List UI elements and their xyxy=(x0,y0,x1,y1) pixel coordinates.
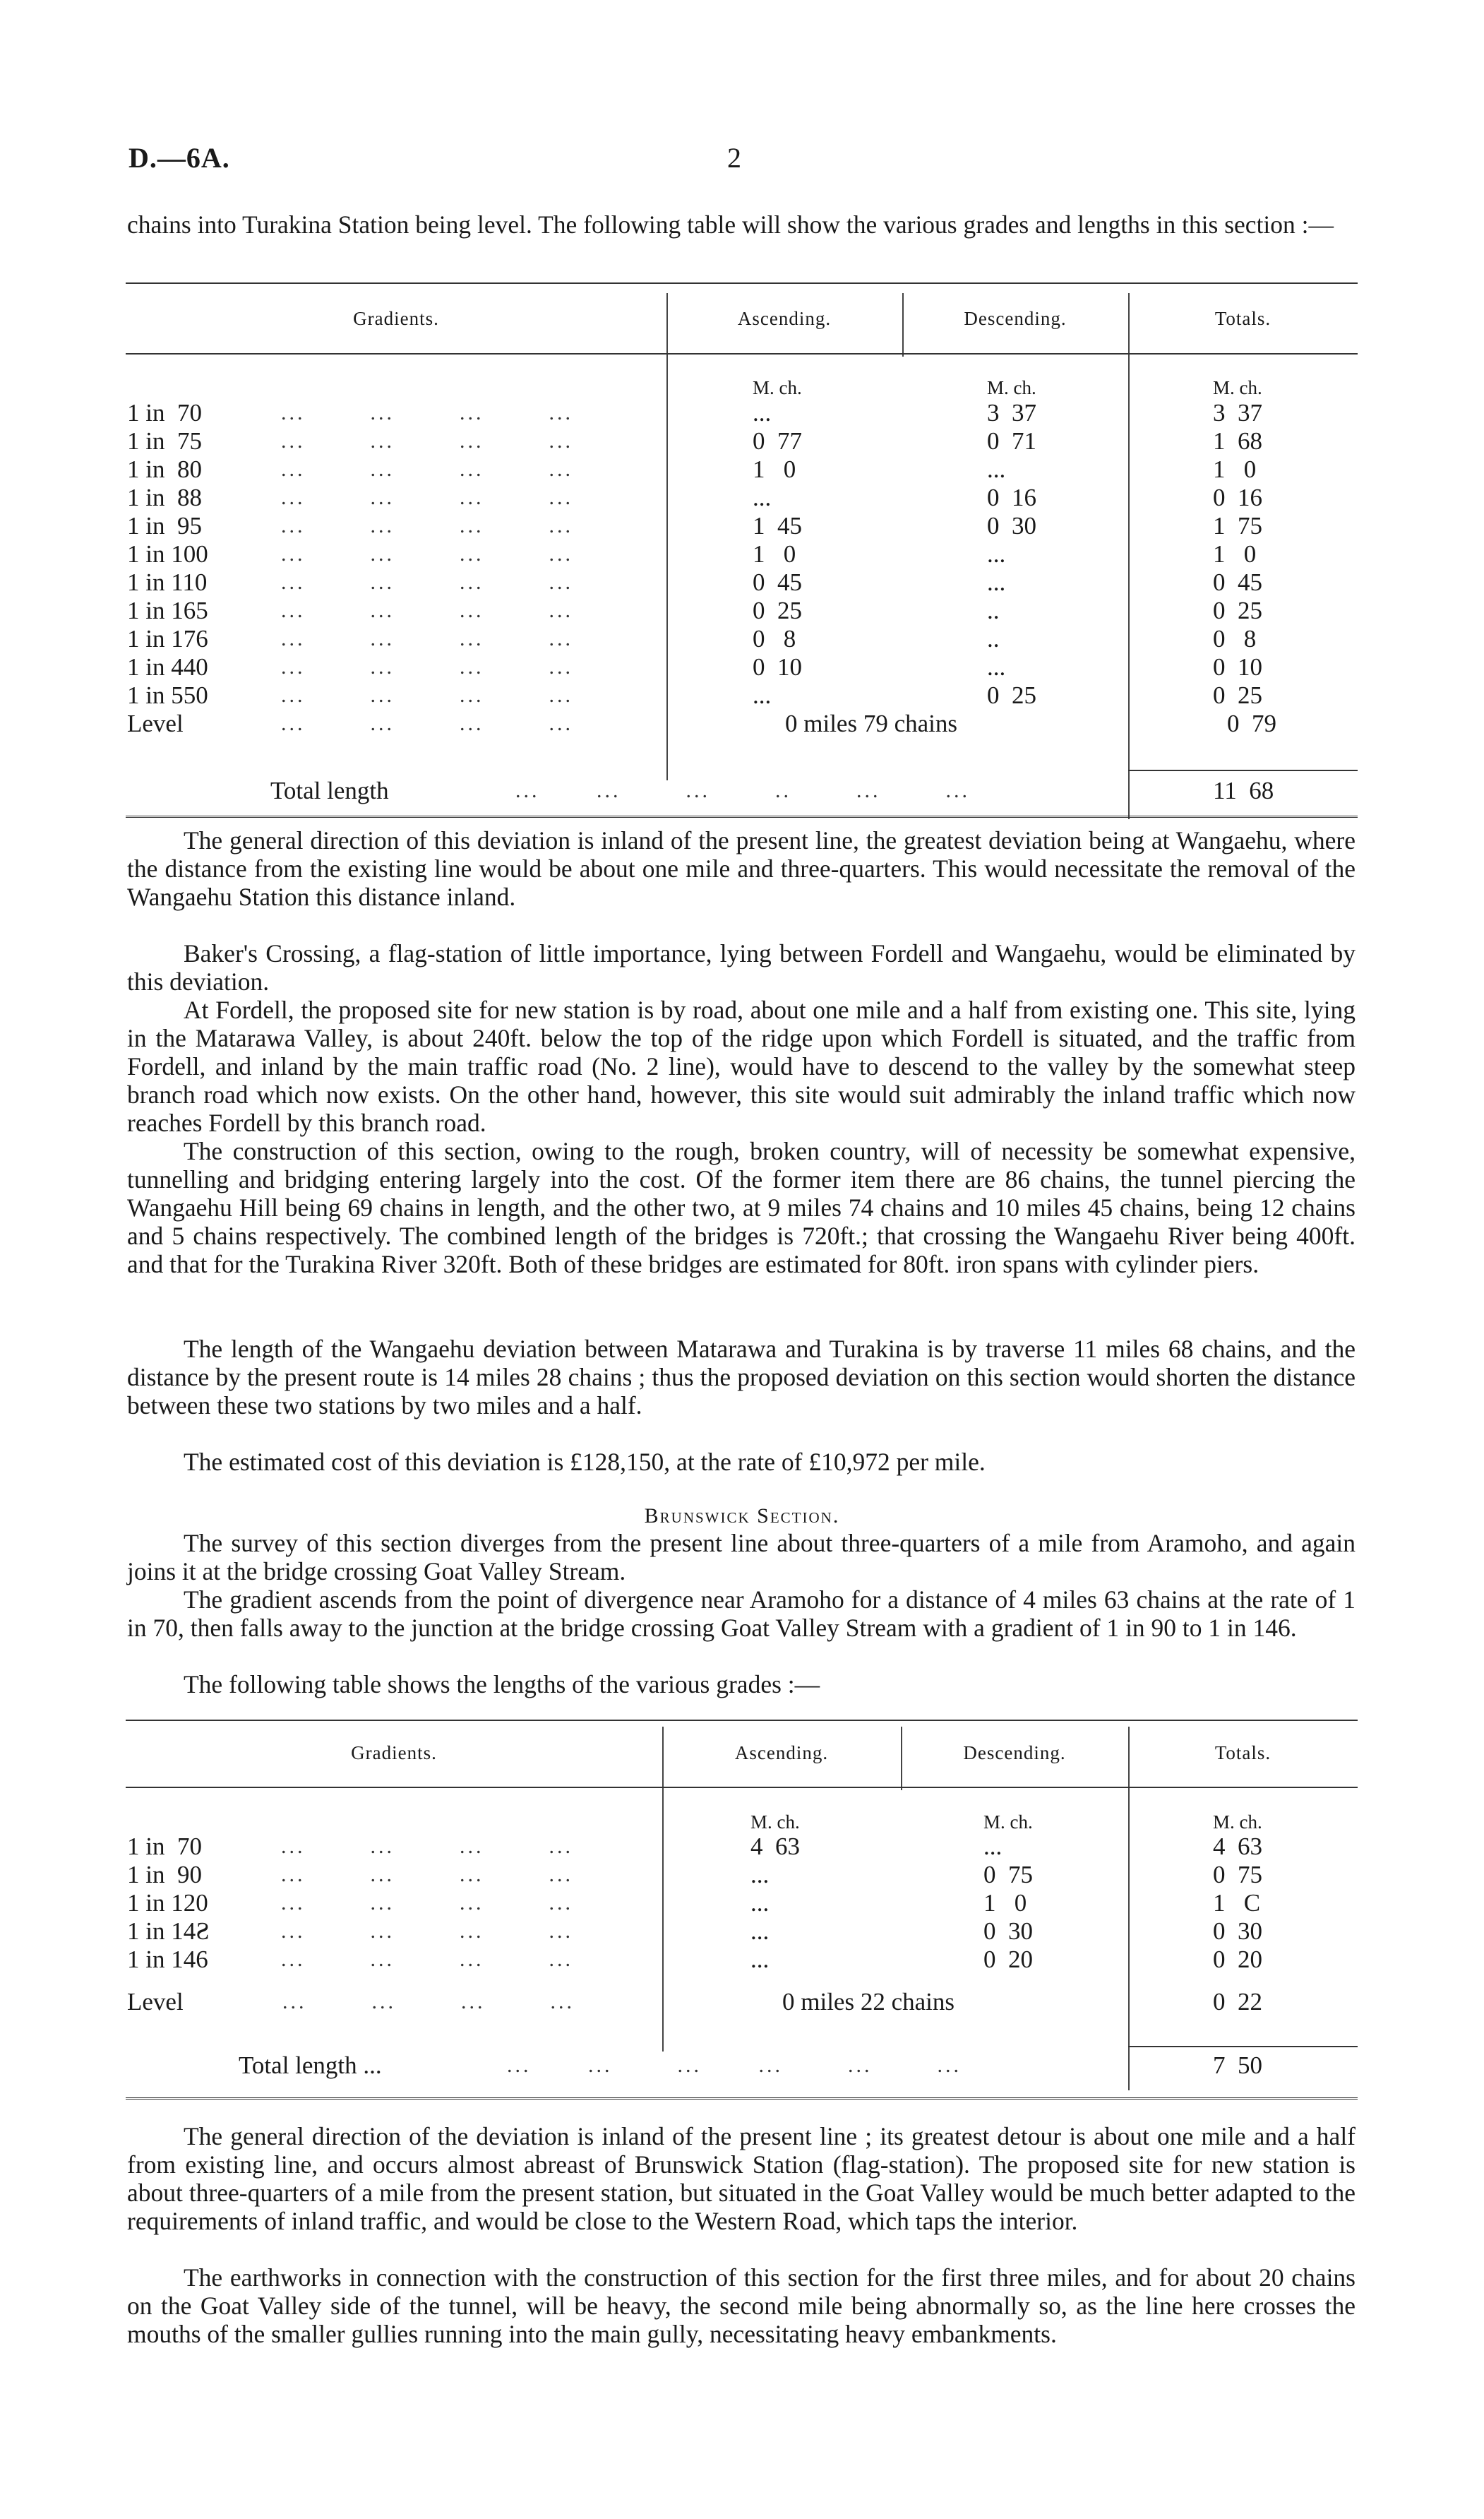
total-cell: 1 75 xyxy=(1213,512,1262,540)
descending-cell: 0 16 xyxy=(987,484,1036,511)
ascending-cell: 0 45 xyxy=(753,568,802,596)
table-row xyxy=(126,1833,1358,1861)
leader-dots: ... ... ... ... xyxy=(281,655,573,679)
total-length-value: 7 50 xyxy=(1213,2051,1262,2079)
leader-dots: ... ... ... ... xyxy=(281,458,573,481)
total-length-value: 11 68 xyxy=(1213,777,1274,804)
unit-label: M. ch. xyxy=(750,1811,800,1833)
level-span-cell: 0 miles 22 chains xyxy=(782,1988,955,2015)
leader-dots: ... ... ... ... xyxy=(281,599,573,622)
table-row xyxy=(126,681,1358,710)
grade-cell: 1 in 70 xyxy=(127,1833,202,1860)
leader-dots: ... ... ... ... xyxy=(281,571,573,594)
grade-cell: 1 in 88 xyxy=(127,484,202,511)
leader-dots: ... ... ... ... xyxy=(281,429,573,453)
leader-dots: ... ... ... ... xyxy=(281,684,573,707)
body-paragraph: The survey of this section diverges from the present line about three-quarters of a mile from Aramoho, and again joins it at the bridge crossing Goat Valley Stream. xyxy=(127,1529,1356,1585)
descending-cell: ... xyxy=(987,653,1006,681)
grade-cell: 1 in 100 xyxy=(127,540,208,568)
table-rule-bottom xyxy=(126,816,1358,819)
table-row-total xyxy=(126,2051,1358,2080)
body-paragraph: Baker's Crossing, a flag-station of little importance, lying between Fordell and Wangaehu, would be eliminated by this deviation. xyxy=(127,939,1356,996)
body-paragraph: The general direction of the deviation is inland of the present line ; its greatest detour is about one mile and a half from existing line, and occurs almost abreast of Brunswick Station (flag-station). The proposed site for new station is about three-quarters of a mile from the present station, but situated in the Goat Valley would be much better adapted to the requirements of inland traffic, and would be close to the Western Road, which taps the interior. xyxy=(127,2122,1356,2235)
grade-cell: 1 in 95 xyxy=(127,512,202,540)
table-rule-bottom xyxy=(126,2097,1358,2101)
table-row xyxy=(126,1946,1358,1974)
table-row xyxy=(126,1889,1358,1917)
ascending-cell: ... xyxy=(750,1917,770,1945)
grade-cell: 1 in 120 xyxy=(127,1889,208,1917)
total-length-label: Total length ... xyxy=(239,2051,382,2079)
section-heading: Brunswick Section. xyxy=(644,1504,840,1528)
ascending-cell: ... xyxy=(750,1946,770,1973)
total-cell: 3 37 xyxy=(1213,399,1262,427)
total-cell: 0 25 xyxy=(1213,681,1262,709)
ascending-cell: 0 8 xyxy=(753,625,796,653)
leader-dots: ... ... ... .. ... ... xyxy=(515,779,970,802)
grade-cell: 1 in 14Ƨ xyxy=(127,1917,210,1945)
table-row xyxy=(126,512,1358,540)
descending-cell: .. xyxy=(987,597,1000,624)
table-row xyxy=(126,399,1358,427)
total-cell: 1 0 xyxy=(1213,455,1257,483)
leader-dots: ... ... ... ... xyxy=(281,514,573,537)
grade-cell: 1 in 165 xyxy=(127,597,208,624)
table-row xyxy=(126,540,1358,568)
ascending-cell: ... xyxy=(753,484,772,511)
col-ascending: Ascending. xyxy=(737,308,832,329)
col-descending: Descending. xyxy=(963,1742,1066,1763)
leader-dots: ... ... ... ... xyxy=(281,486,573,509)
grade-cell: Level xyxy=(127,1988,184,2015)
grade-cell: 1 in 70 xyxy=(127,399,202,427)
ascending-cell: 1 0 xyxy=(753,455,796,483)
descending-cell: 0 20 xyxy=(983,1946,1033,1973)
leader-dots: ... ... ... ... xyxy=(281,1835,573,1858)
col-descending: Descending. xyxy=(964,308,1067,329)
gradient-table-2 xyxy=(126,1720,1358,2115)
descending-cell: ... xyxy=(987,540,1006,568)
descending-cell: .. xyxy=(987,625,1000,653)
col-gradients: Gradients. xyxy=(353,308,439,329)
document-reference: D.—6A. xyxy=(128,142,230,174)
col-totals: Totals. xyxy=(1214,308,1271,329)
descending-cell: ... xyxy=(987,568,1006,596)
leader-dots: ... ... ... ... xyxy=(281,1919,573,1943)
total-length-label: Total length xyxy=(270,777,389,804)
body-paragraph: The earthworks in connection with the construction of this section for the first three miles, and for about 20 chains on the Goat Valley side of the tunnel, will be heavy, the second mile being abnormally so, as the line here crosses the mouths of the smaller gullies running into the main gully, necessitating heavy embankments. xyxy=(127,2263,1356,2348)
table-rule-sum xyxy=(1128,770,1358,771)
ascending-cell: ... xyxy=(750,1889,770,1917)
unit-label: M. ch. xyxy=(983,1811,1033,1833)
table-row xyxy=(126,597,1358,625)
total-cell: 1 0 xyxy=(1213,540,1257,568)
table-row xyxy=(126,427,1358,455)
total-cell: 0 45 xyxy=(1213,568,1262,596)
descending-cell: 3 37 xyxy=(987,399,1036,427)
table-row xyxy=(126,625,1358,653)
table-row xyxy=(126,1861,1358,1889)
ascending-cell: 0 10 xyxy=(753,653,802,681)
ascending-cell: ... xyxy=(750,1861,770,1888)
leader-dots: ... ... ... ... ... ... xyxy=(507,2054,962,2077)
leader-dots: ... ... ... ... xyxy=(281,542,573,566)
total-cell: 0 8 xyxy=(1213,625,1257,653)
total-cell: 0 75 xyxy=(1213,1861,1262,1888)
gradient-table-1 xyxy=(126,282,1358,823)
col-ascending: Ascending. xyxy=(734,1742,829,1763)
total-cell: 0 10 xyxy=(1213,653,1262,681)
table-row-level xyxy=(126,710,1358,738)
body-paragraph: The construction of this section, owing to the rough, broken country, will of necessity be somewhat expensive, tunnelling and bridging entering largely into the cost. Of the former item there are 86 chains, the tunnel piercing the Wangaehu Hill being 69 chains in length, and the other two, at 9 miles 74 chains and 10 miles 45 chains, being 12 chains and 5 chains respectively. The combined length of the bridges is 720ft.; that crossing the Wangaehu River being 400ft. and that for the Turakina River 320ft. Both of these bridges are estimated for 80ft. iron spans with cylinder piers. xyxy=(127,1137,1356,1278)
grade-cell: 1 in 80 xyxy=(127,455,202,483)
ascending-cell: ... xyxy=(753,681,772,709)
total-cell: 4 63 xyxy=(1213,1833,1262,1860)
grade-cell: 1 in 90 xyxy=(127,1861,202,1888)
descending-cell: 0 71 xyxy=(987,427,1036,455)
table-row xyxy=(126,484,1358,512)
descending-cell: 0 75 xyxy=(983,1861,1033,1888)
table-row xyxy=(126,455,1358,484)
grade-cell: 1 in 550 xyxy=(127,681,208,709)
table-rule-header xyxy=(126,1787,1358,1788)
body-paragraph: The gradient ascends from the point of divergence near Aramoho for a distance of 4 miles 63 chains at the rate of 1 in 70, then falls away to the junction at the bridge crossing Goat Valley Stream with a gradient of 1 in 90 to 1 in 146. xyxy=(127,1585,1356,1642)
total-cell: 0 25 xyxy=(1213,597,1262,624)
leader-dots: ... ... ... ... xyxy=(281,1948,573,1971)
leader-dots: ... ... ... ... xyxy=(281,1863,573,1886)
ascending-cell: 1 0 xyxy=(753,540,796,568)
total-cell: 0 79 xyxy=(1227,710,1276,737)
grade-cell: 1 in 146 xyxy=(127,1946,208,1973)
body-paragraph: The estimated cost of this deviation is £128,150, at the rate of £10,972 per mile. xyxy=(184,1448,986,1476)
col-totals: Totals. xyxy=(1214,1742,1271,1763)
col-gradients: Gradients. xyxy=(351,1742,437,1763)
table-row xyxy=(126,568,1358,597)
total-cell: 1 C xyxy=(1213,1889,1261,1917)
total-cell: 0 16 xyxy=(1213,484,1262,511)
total-cell: 0 30 xyxy=(1213,1917,1262,1945)
unit-label: M. ch. xyxy=(987,377,1036,398)
table-row-total xyxy=(126,777,1358,805)
grade-cell: 1 in 110 xyxy=(127,568,208,596)
grade-cell: 1 in 75 xyxy=(127,427,202,455)
leader-dots: ... ... ... ... xyxy=(281,401,573,424)
descending-cell: 0 25 xyxy=(987,681,1036,709)
leader-dots: ... ... ... ... xyxy=(281,712,573,735)
body-paragraph: The general direction of this deviation is inland of the present line, the greatest deviation being at Wangaehu, where the distance from the existing line would be about one mile and three-quarters. This would necessitate the removal of the Wangaehu Station this distance inland. xyxy=(127,826,1356,911)
grade-cell: 1 in 176 xyxy=(127,625,208,653)
table-rule-sum xyxy=(1128,2046,1358,2047)
page-number: 2 xyxy=(727,142,741,174)
ascending-cell: 0 25 xyxy=(753,597,802,624)
total-cell: 1 68 xyxy=(1213,427,1262,455)
ascending-cell: ... xyxy=(753,399,772,427)
descending-cell: 0 30 xyxy=(983,1917,1033,1945)
leader-dots: ... ... ... ... xyxy=(282,1990,575,2013)
body-paragraph: The length of the Wangaehu deviation between Matarawa and Turakina is by traverse 11 miles 68 chains, and the distance by the present route is 14 miles 28 chains ; thus the proposed deviation on this section would shorten the distance between these two stations by two miles and a half. xyxy=(127,1335,1356,1419)
descending-cell: ... xyxy=(987,455,1006,483)
body-paragraph: The following table shows the lengths of the various grades :— xyxy=(184,1670,820,1698)
descending-cell: ... xyxy=(983,1833,1003,1860)
table-row xyxy=(126,653,1358,681)
ascending-cell: 4 63 xyxy=(750,1833,800,1860)
unit-label: M. ch. xyxy=(753,377,802,398)
grade-cell: 1 in 440 xyxy=(127,653,208,681)
intro-paragraph: chains into Turakina Station being level. The following table will show the various grades and lengths in this section :— xyxy=(127,210,1334,239)
unit-label: M. ch. xyxy=(1213,377,1262,398)
table-rule-header xyxy=(126,353,1358,355)
body-paragraph: At Fordell, the proposed site for new station is by road, about one mile and a half from existing one. This site, lying in the Matarawa Valley, is about 240ft. below the top of the ridge upon which Fordell is situated, and the traffic from Fordell, and inland by the main traffic road (No. 2 line), would have to descend to the valley by the somewhat steep branch road which now exists. On the other hand, however, this site would suit admirably the inland traffic which now reaches Fordell by this branch road. xyxy=(127,996,1356,1137)
table-rule-top xyxy=(126,282,1358,284)
table-row-level xyxy=(126,1988,1358,2016)
ascending-cell: 0 77 xyxy=(753,427,802,455)
leader-dots: ... ... ... ... xyxy=(281,627,573,650)
ascending-cell: 1 45 xyxy=(753,512,802,540)
descending-cell: 0 30 xyxy=(987,512,1036,540)
grade-cell: Level xyxy=(127,710,184,737)
table-rule-top xyxy=(126,1720,1358,1721)
total-cell: 0 20 xyxy=(1213,1946,1262,1973)
unit-label: M. ch. xyxy=(1213,1811,1262,1833)
total-cell: 0 22 xyxy=(1213,1988,1262,2015)
leader-dots: ... ... ... ... xyxy=(281,1891,573,1914)
descending-cell: 1 0 xyxy=(983,1889,1027,1917)
level-span-cell: 0 miles 79 chains xyxy=(785,710,957,737)
table-row xyxy=(126,1917,1358,1946)
